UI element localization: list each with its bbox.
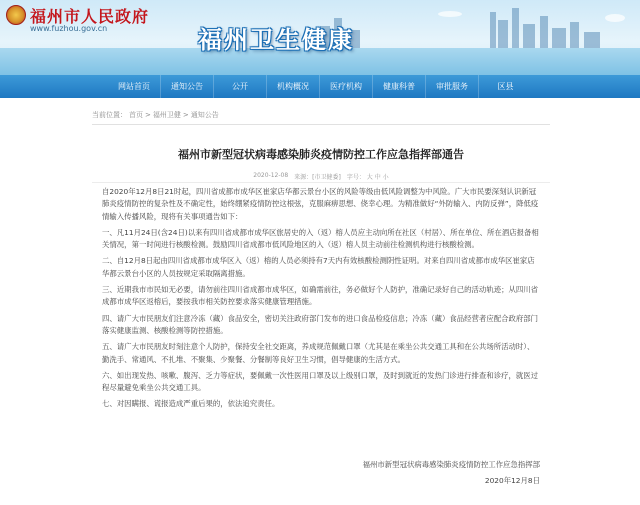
article-paragraph: 一、凡11月24日(含24日)以来有四川省成都市成华区旅居史的入（返）榕人员应主动向所在社区（村居）、所在单位、所在酒店报备相关情况，第一时间进行核酸检测。鼓励四川省成都市低风险地区的入（返）榕人员主动前往检测机构进行核酸检测。 [102, 227, 539, 250]
article-sign-date: 2020年12月8日 [484, 476, 540, 485]
breadcrumb-notices[interactable]: 通知公告 [190, 111, 219, 119]
gov-site-url[interactable]: www.fuzhou.gov.cn [30, 24, 108, 33]
font-size-medium-button[interactable]: 中 [374, 174, 381, 181]
article-paragraph: 三、近期我市市民如无必要，请勿前往四川省成都市成华区，如确需前往，务必做好个人防护，准确记录好自己的活动轨迹；从四川省成都市成华区返榕后，要按我市相关防控要求落实健康管理措施。 [102, 285, 539, 307]
header-banner [0, 0, 640, 75]
article-paragraph: 自2020年12月8日21时起，四川省成都市成华区崔家店华都云景台小区的风险等级由低风险调整为中风险。广大市民要深刻认识新冠肺炎疫情防控的复杂性及不确定性，始终绷紧疫情防控这根弦，克服麻痹思想、侥幸心理。为精准做好“外防输入、内防反弹”，降低疫情输入传播风险，现将有关事项通告如下： [102, 187, 539, 221]
meta-divider [92, 182, 550, 183]
nav-item-health-science[interactable]: 健康科普 [373, 75, 426, 98]
article-paragraph: 四、请广大市民朋友们注意冷冻（藏）食品安全，密切关注政府部门发布的进口食品检疫信息；冷冻（藏）食品经营者应配合政府部门落实健康监测、核酸检测等防控措施。 [102, 313, 539, 335]
nav-item-organization[interactable]: 机构概况 [267, 75, 320, 98]
national-emblem-icon[interactable] [6, 5, 26, 25]
nav-item-medical[interactable]: 医疗机构 [320, 75, 373, 98]
article-date: 2020-12-08 [253, 172, 289, 179]
nav-item-districts[interactable]: 区县 [497, 82, 514, 91]
article-paragraph: 七、对因瞒报、谎报造成严重后果的，依法追究责任。 [102, 399, 280, 409]
breadcrumb-divider [92, 124, 550, 125]
article-paragraph: 二、自12月8日起由四川省成都市成华区入（返）榕的人员必须持有7天内有效核酸检测阴性证明。对来自四川省成都市成华区崔家店华都云景台小区的人员按规定采取隔离措施。 [102, 256, 535, 278]
breadcrumb-separator: > [182, 111, 189, 119]
article-body [102, 186, 540, 415]
article-signature: 福州市新型冠状病毒感染肺炎疫情防控工作应急指挥部 [362, 460, 540, 469]
site-title: 福州卫生健康 [198, 26, 354, 54]
nav-item-home[interactable]: 网站首页 [108, 75, 161, 98]
article-meta [92, 172, 550, 181]
breadcrumb-separator: > [145, 111, 151, 119]
font-size-label: 字号： [346, 174, 365, 181]
breadcrumb-prefix: 当前位置： [92, 111, 127, 119]
main-nav [0, 75, 640, 98]
article-source: 来源：[市卫健委] [294, 174, 341, 181]
nav-item-approval[interactable]: 审批服务 [426, 75, 479, 98]
article-paragraph: 五、请广大市民朋友时刻注意个人防护，保持安全社交距离，养成规范佩戴口罩（尤其是在乘坐公共交通工具和在公共场所活动时）、勤洗手、常通风、不扎堆、不聚集、少聚餐、分餐制等良好卫生习惯，倡导健康的生活方式。 [102, 342, 535, 364]
article-title: 福州市新型冠状病毒感染肺炎疫情防控工作应急指挥部通告 [178, 148, 464, 161]
nav-item-public[interactable]: 公开 [214, 75, 267, 98]
article-paragraph: 六、如出现发热、咳嗽、腹泻、乏力等症状，要佩戴一次性医用口罩及以上级别口罩，及时到就近的发热门诊进行排查和诊疗，就医过程尽量避免乘坐公共交通工具。 [102, 370, 539, 393]
font-size-large-button[interactable]: 大 [366, 174, 373, 181]
breadcrumb-home[interactable]: 首页 [129, 111, 143, 119]
breadcrumb-fuzhou-health[interactable]: 福州卫健 [152, 111, 181, 119]
nav-item-notices[interactable]: 通知公告 [161, 75, 214, 98]
breadcrumb [92, 110, 219, 120]
gov-site-title[interactable]: 福州市人民政府 [30, 7, 150, 26]
font-size-small-button[interactable]: 小 [382, 174, 389, 181]
